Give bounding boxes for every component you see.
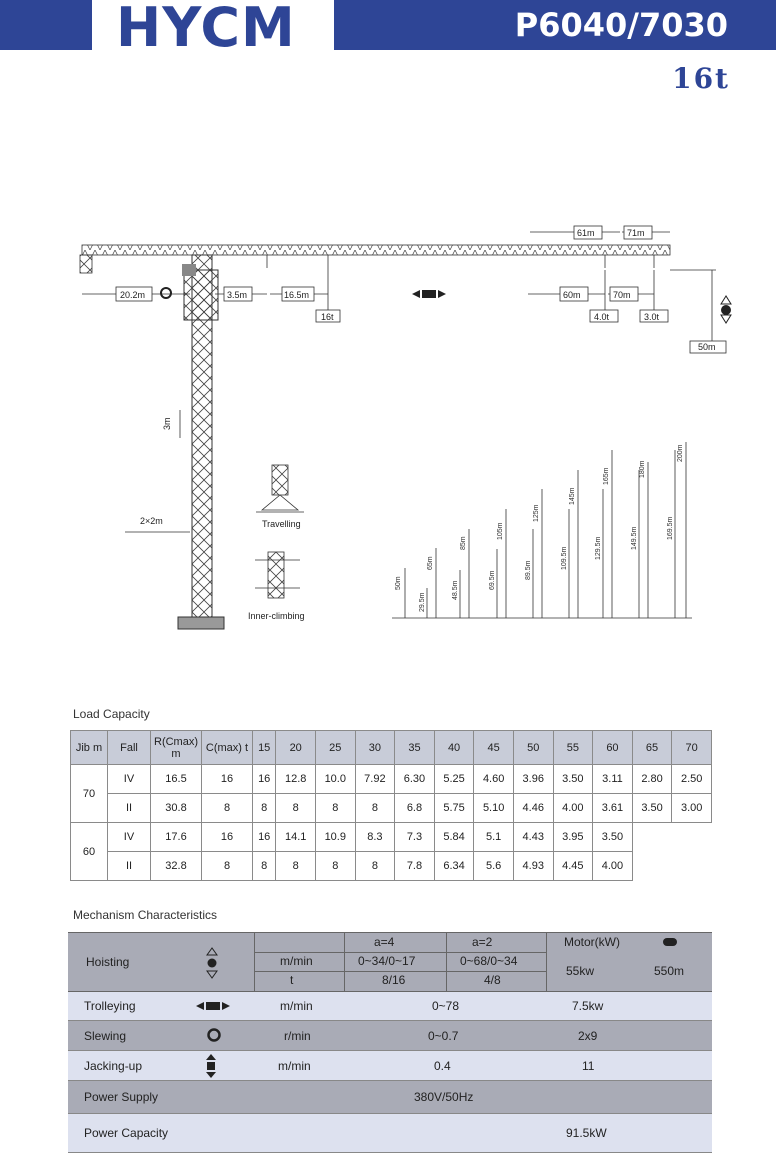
dim-3-5m: 3.5m bbox=[227, 290, 248, 300]
jacking-label: Jacking-up bbox=[84, 1059, 143, 1073]
travelling-sketch bbox=[256, 465, 304, 512]
value-cell: 4.00 bbox=[553, 794, 593, 823]
height-label: 200m bbox=[677, 444, 684, 462]
hoist-unit-load: t bbox=[290, 973, 294, 987]
value-cell: 5.10 bbox=[474, 794, 514, 823]
a2-header: a=2 bbox=[472, 935, 493, 949]
trolleying-motor: 7.5kw bbox=[572, 999, 604, 1013]
height-sub-label: 29.5m bbox=[419, 592, 426, 612]
a4-speed: 0~34/0~17 bbox=[358, 954, 416, 968]
empty-cell bbox=[632, 823, 672, 852]
height-label: 85m bbox=[460, 536, 467, 550]
climbing-label: Inner-climbing bbox=[248, 611, 305, 621]
power-capacity-label: Power Capacity bbox=[84, 1126, 169, 1140]
value-cell: 8 bbox=[315, 794, 355, 823]
height-sub-label: 169.5m bbox=[667, 516, 674, 540]
height-label: 65m bbox=[427, 556, 434, 570]
value-cell: 8.3 bbox=[355, 823, 395, 852]
fall-cell: II bbox=[108, 794, 151, 823]
dim-mast: 2×2m bbox=[140, 516, 163, 526]
value-cell: 14.1 bbox=[276, 823, 316, 852]
slewing-label: Slewing bbox=[84, 1029, 127, 1043]
dim-50m: 50m bbox=[698, 342, 716, 352]
value-cell: 6.8 bbox=[395, 794, 435, 823]
value-cell: 3.95 bbox=[553, 823, 593, 852]
trolley-icon bbox=[196, 1001, 232, 1011]
value-cell: 12.8 bbox=[276, 765, 316, 794]
rope-drum-icon bbox=[660, 936, 680, 948]
header-cell: Fall bbox=[108, 731, 151, 765]
height-label: 145m bbox=[569, 487, 576, 505]
fall-cell: IV bbox=[108, 823, 151, 852]
value-cell: 3.11 bbox=[593, 765, 633, 794]
a4-load: 8/16 bbox=[382, 973, 406, 987]
value-cell: 2.80 bbox=[632, 765, 672, 794]
a2-load: 4/8 bbox=[484, 973, 501, 987]
fall-cell: IV bbox=[108, 765, 151, 794]
height-label: 105m bbox=[497, 522, 504, 540]
max-capacity: 16t bbox=[672, 62, 730, 95]
model-number: P6040/7030 bbox=[514, 6, 728, 44]
value-cell: 8 bbox=[253, 852, 276, 881]
value-cell: 3.00 bbox=[672, 794, 712, 823]
value-cell: 2.50 bbox=[672, 765, 712, 794]
jacking-unit: m/min bbox=[278, 1059, 311, 1073]
empty-cell bbox=[672, 823, 712, 852]
header-cell: 70 bbox=[672, 731, 712, 765]
rope-length: 550m bbox=[654, 964, 685, 978]
load-16t: 16t bbox=[321, 312, 334, 322]
height-label: 165m bbox=[603, 467, 610, 485]
slewing-row bbox=[68, 1021, 712, 1051]
header-cell: 45 bbox=[474, 731, 514, 765]
table-row bbox=[71, 852, 712, 881]
height-label: 180m bbox=[639, 460, 646, 478]
height-sub-label: 69.5m bbox=[489, 570, 496, 590]
value-cell: 3.50 bbox=[632, 794, 672, 823]
value-cell: 7.3 bbox=[395, 823, 435, 852]
r-cell: 17.6 bbox=[151, 823, 202, 852]
dim-3m: 3m bbox=[162, 417, 172, 430]
value-cell: 16 bbox=[253, 765, 276, 794]
value-cell: 3.50 bbox=[593, 823, 633, 852]
counter-weight bbox=[80, 255, 92, 273]
jib-cell: 70 bbox=[71, 765, 108, 823]
dim-20m: 20.2m bbox=[120, 290, 146, 300]
slewing-value: 0~0.7 bbox=[428, 1029, 459, 1043]
height-sub-label: 109.5m bbox=[561, 546, 568, 570]
height-label: 125m bbox=[533, 504, 540, 522]
value-cell: 5.84 bbox=[434, 823, 474, 852]
a2-speed: 0~68/0~34 bbox=[460, 954, 518, 968]
r-cell: 16.5 bbox=[151, 765, 202, 794]
value-cell: 4.45 bbox=[553, 852, 593, 881]
c-cell: 8 bbox=[202, 794, 253, 823]
header-cell: 40 bbox=[434, 731, 474, 765]
header-cell: 25 bbox=[315, 731, 355, 765]
power-capacity-row bbox=[68, 1114, 712, 1153]
value-cell: 8 bbox=[355, 794, 395, 823]
header-cell: 60 bbox=[593, 731, 633, 765]
value-cell: 8 bbox=[276, 852, 316, 881]
value-cell: 8 bbox=[355, 852, 395, 881]
value-cell: 7.8 bbox=[395, 852, 435, 881]
value-cell: 5.1 bbox=[474, 823, 514, 852]
load-capacity-title: Load Capacity bbox=[73, 707, 150, 721]
trolleying-unit: m/min bbox=[280, 999, 313, 1013]
climbing-sketch bbox=[255, 552, 300, 598]
jib bbox=[82, 245, 670, 255]
dim-61m: 61m bbox=[577, 228, 595, 238]
value-cell: 8 bbox=[276, 794, 316, 823]
load-4t: 4.0t bbox=[594, 312, 610, 322]
hoist-icon bbox=[206, 947, 218, 979]
r-cell: 32.8 bbox=[151, 852, 202, 881]
hoisting-label: Hoisting bbox=[86, 955, 130, 969]
header-cell: 65 bbox=[632, 731, 672, 765]
trolleying-value: 0~78 bbox=[432, 999, 460, 1013]
value-cell: 6.34 bbox=[434, 852, 474, 881]
c-cell: 8 bbox=[202, 852, 253, 881]
trolleying-label: Trolleying bbox=[84, 999, 136, 1013]
height-sub-label: 89.5m bbox=[525, 560, 532, 580]
slewing-motor: 2x9 bbox=[578, 1029, 598, 1043]
travelling-label: Travelling bbox=[262, 519, 301, 529]
header-cell: 35 bbox=[395, 731, 435, 765]
empty-cell bbox=[672, 852, 712, 881]
operator-cab bbox=[182, 264, 196, 276]
foundation bbox=[178, 617, 224, 629]
jacking-icon bbox=[206, 1054, 216, 1078]
table-header-row bbox=[71, 731, 712, 765]
value-cell: 5.6 bbox=[474, 852, 514, 881]
value-cell: 16 bbox=[253, 823, 276, 852]
dim-71m: 71m bbox=[627, 228, 645, 238]
hoist-motor: 55kw bbox=[566, 964, 595, 978]
jacking-motor: 11 bbox=[582, 1059, 595, 1073]
table-row bbox=[71, 794, 712, 823]
jib-cell: 60 bbox=[71, 823, 108, 881]
trolleying-row bbox=[68, 992, 712, 1021]
dim-70m: 70m bbox=[613, 290, 631, 300]
slewing-unit bbox=[184, 270, 218, 320]
power-supply-row bbox=[68, 1081, 712, 1114]
height-label: 50m bbox=[395, 576, 402, 590]
value-cell: 3.50 bbox=[553, 765, 593, 794]
table-row bbox=[71, 823, 712, 852]
value-cell: 5.25 bbox=[434, 765, 474, 794]
jacking-row bbox=[68, 1051, 712, 1081]
value-cell: 10.9 bbox=[315, 823, 355, 852]
height-sub-label: 48.5m bbox=[452, 580, 459, 600]
value-cell: 7.92 bbox=[355, 765, 395, 794]
mechanism-title: Mechanism Characteristics bbox=[73, 908, 218, 922]
value-cell: 10.0 bbox=[315, 765, 355, 794]
brand-logo: HYCM bbox=[116, 0, 296, 59]
header-cell: 20 bbox=[276, 731, 316, 765]
c-cell: 16 bbox=[202, 765, 253, 794]
header-cell: 15 bbox=[253, 731, 276, 765]
c-cell: 16 bbox=[202, 823, 253, 852]
hoist-icon bbox=[721, 296, 731, 323]
header-cell: 55 bbox=[553, 731, 593, 765]
power-supply-label: Power Supply bbox=[84, 1090, 159, 1104]
power-supply-value: 380V/50Hz bbox=[414, 1090, 474, 1104]
slew-icon bbox=[204, 1027, 224, 1043]
header-cell: 30 bbox=[355, 731, 395, 765]
hoist-unit-speed: m/min bbox=[280, 954, 313, 968]
hoisting-row bbox=[68, 932, 712, 992]
height-sub-label: 129.5m bbox=[595, 536, 602, 560]
jacking-value: 0.4 bbox=[434, 1059, 451, 1073]
motor-header: Motor(kW) bbox=[564, 935, 620, 949]
header-cell: 50 bbox=[513, 731, 553, 765]
table-row bbox=[71, 765, 712, 794]
height-sub-label: 149.5m bbox=[631, 526, 638, 550]
value-cell: 5.75 bbox=[434, 794, 474, 823]
header-cell: R(Cmax) m bbox=[151, 731, 202, 765]
value-cell: 4.00 bbox=[593, 852, 633, 881]
value-cell: 8 bbox=[315, 852, 355, 881]
value-cell: 4.46 bbox=[513, 794, 553, 823]
height-chart bbox=[392, 442, 692, 618]
header-cell: C(max) t bbox=[202, 731, 253, 765]
value-cell: 3.61 bbox=[593, 794, 633, 823]
value-cell: 3.96 bbox=[513, 765, 553, 794]
a4-header: a=4 bbox=[374, 935, 395, 949]
header-cell: Jib m bbox=[71, 731, 108, 765]
load-3t: 3.0t bbox=[644, 312, 660, 322]
value-cell: 4.43 bbox=[513, 823, 553, 852]
slew-icon bbox=[161, 288, 171, 298]
dim-60m: 60m bbox=[563, 290, 581, 300]
slewing-unit: r/min bbox=[284, 1029, 311, 1043]
value-cell: 8 bbox=[253, 794, 276, 823]
empty-cell bbox=[632, 852, 672, 881]
value-cell: 4.93 bbox=[513, 852, 553, 881]
value-cell: 6.30 bbox=[395, 765, 435, 794]
trolley-icon bbox=[412, 290, 446, 298]
value-cell: 4.60 bbox=[474, 765, 514, 794]
dim-16-5m: 16.5m bbox=[284, 290, 310, 300]
fall-cell: II bbox=[108, 852, 151, 881]
r-cell: 30.8 bbox=[151, 794, 202, 823]
power-capacity-value: 91.5kW bbox=[566, 1126, 607, 1140]
load-capacity-table bbox=[70, 730, 712, 881]
